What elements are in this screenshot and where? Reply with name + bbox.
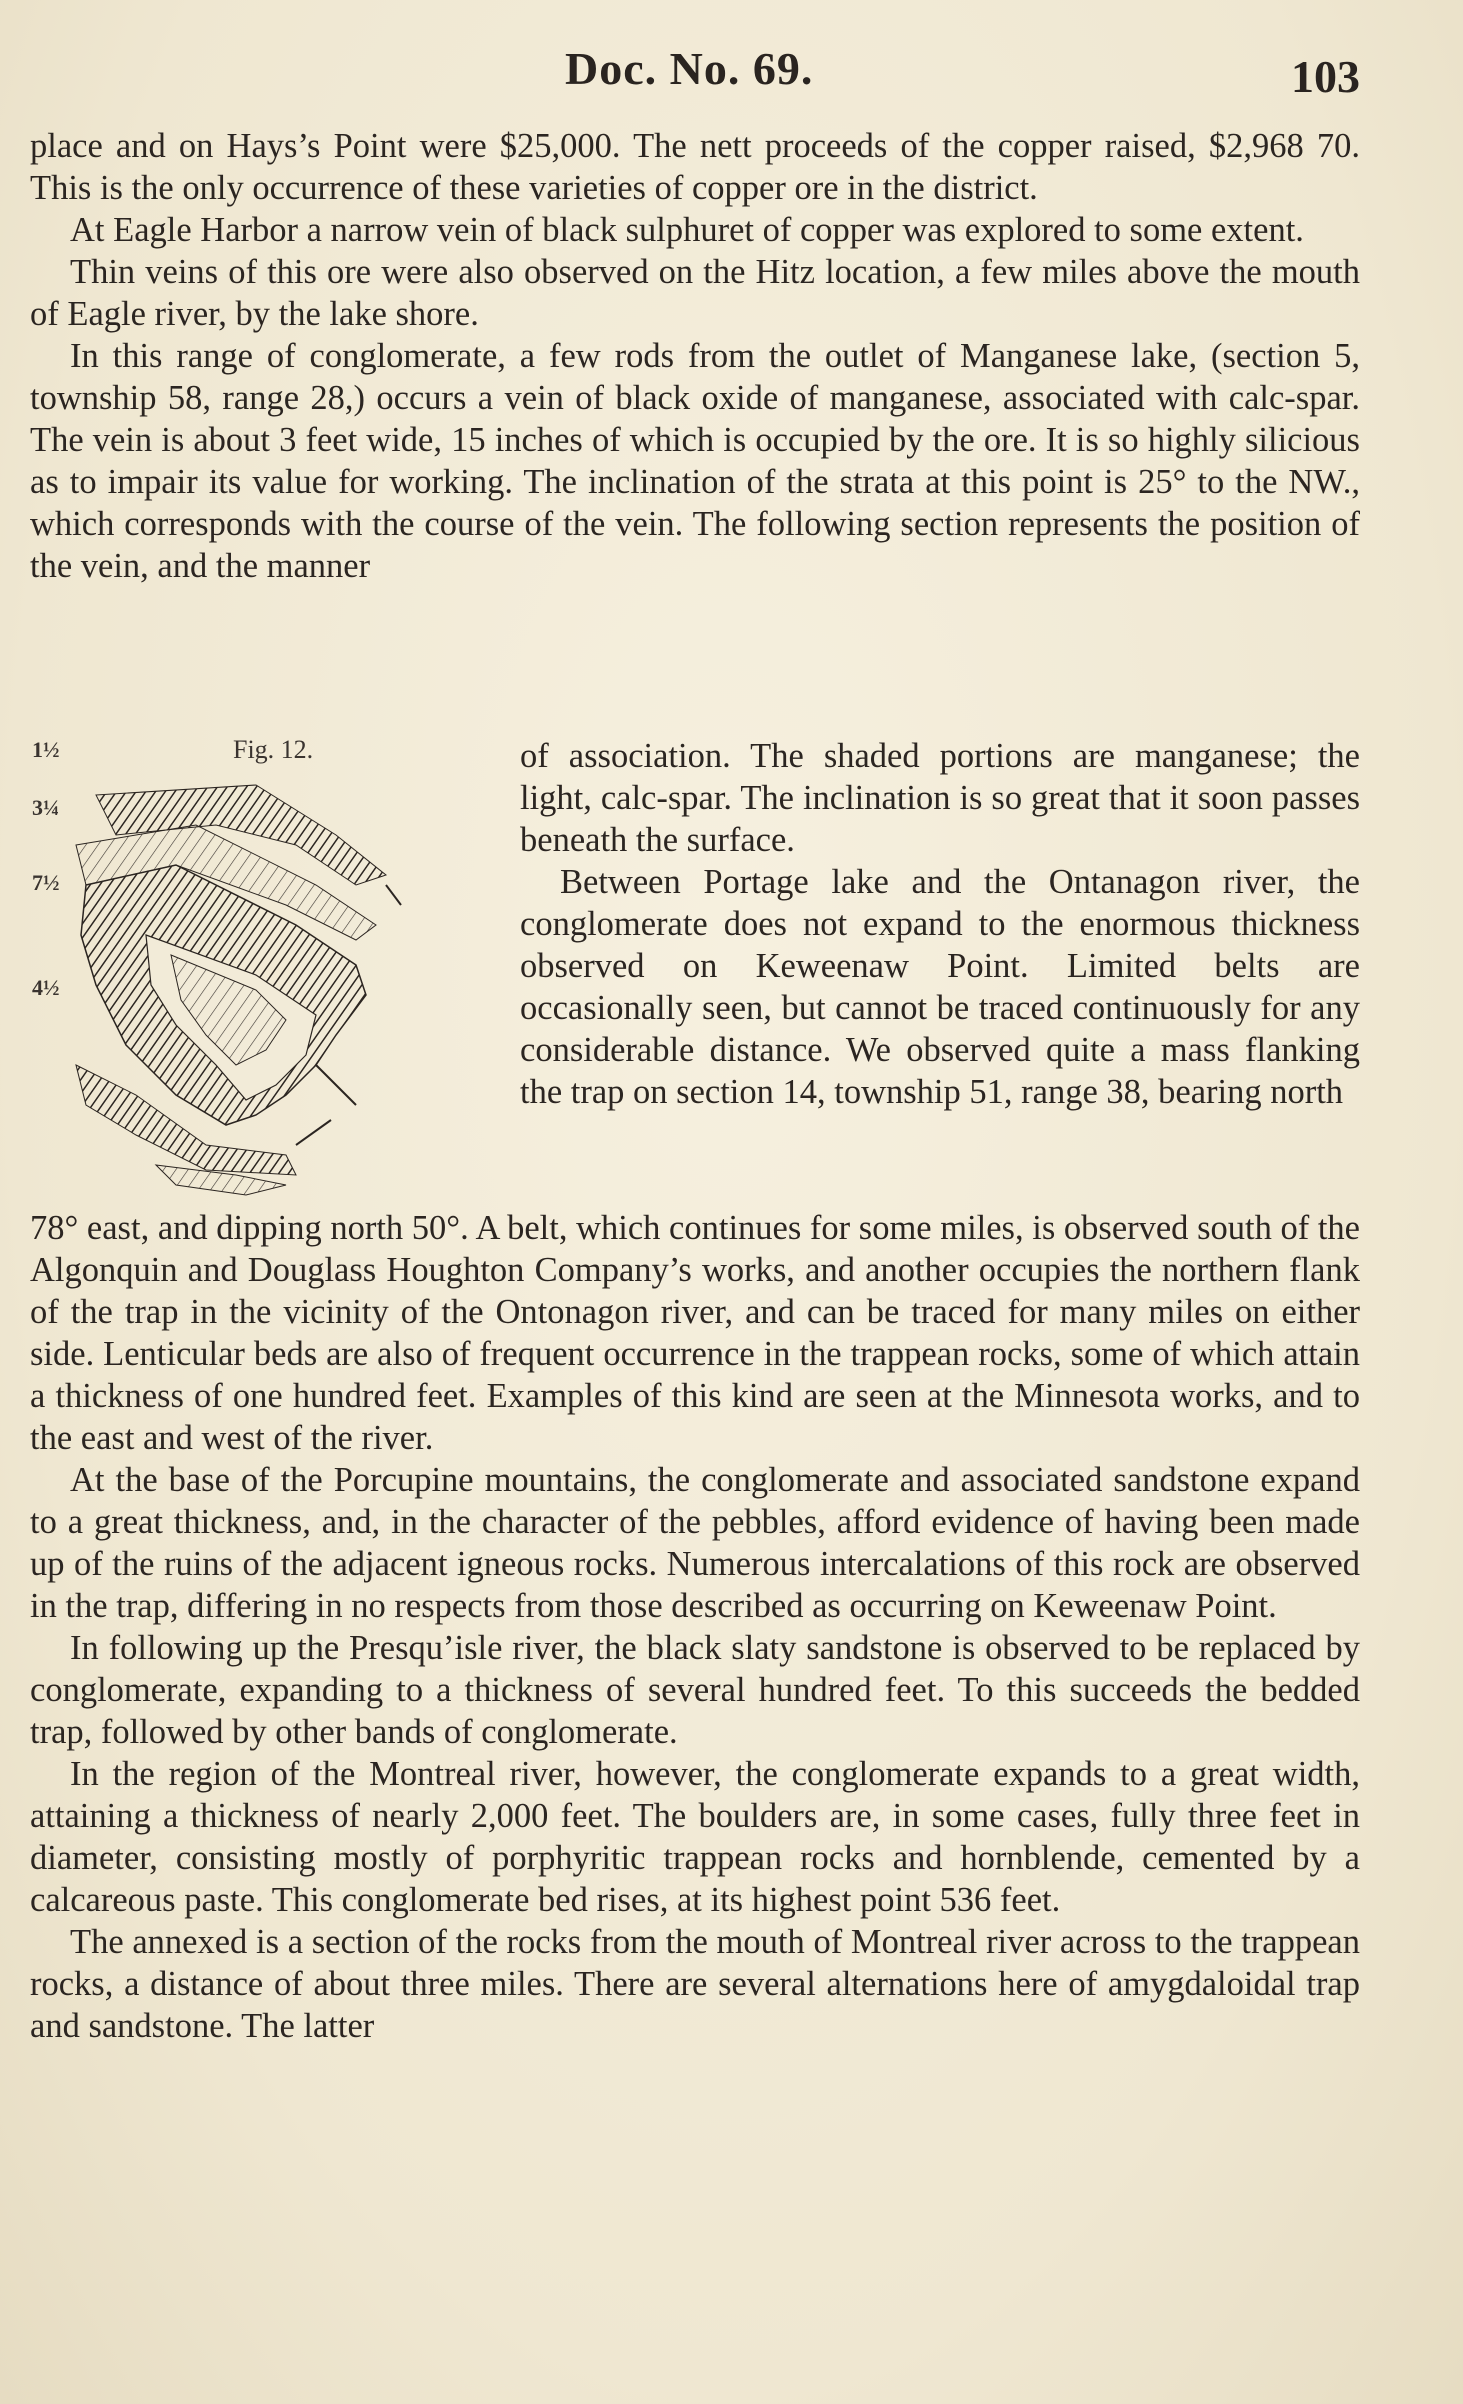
page-number: 103 (1291, 51, 1360, 102)
figure-scale-label: 3¼ (32, 795, 60, 820)
figure-scale-label: 4½ (32, 975, 60, 1000)
paragraph: In following up the Presqu’isle river, the black slaty sandstone is observed to be replaced by conglomerate, expanding to a thickness of several hundred feet. To this succeeds the bedded trap, followed by other bands of conglomerate. (30, 1629, 1360, 1751)
body-text-wrapped (520, 735, 1360, 1113)
paragraph: In the region of the Montreal river, however, the conglomerate expands to a great width, attaining a thickness of nearly 2,000 feet. The boulders are, in some cases, fully three feet in diameter, consisting mostly of porphyritic trappean rocks and hornblende, cemented by a calcareous paste. This conglomerate bed rises, at its highest point 536 feet. (30, 1755, 1360, 1919)
page-header (30, 42, 1360, 112)
paragraph: The annexed is a section of the rocks from the mouth of Montreal river across to the trappean rocks, a distance of about three miles. There are several alternations here of amygdaloidal trap and sandstone. The latter (30, 1923, 1360, 2045)
vein-section-diagram (56, 765, 496, 1205)
body-text-bottom (30, 1207, 1360, 2047)
paragraph: of association. The shaded portions are manganese; the light, calc-spar. The inclination is so great that it soon passes beneath the surface. (520, 737, 1360, 859)
figure-scale-label: 7½ (32, 870, 60, 895)
paragraph: Between Portage lake and the Ontanagon river, the conglomerate does not expand to the enormous thickness observed on Keweenaw Point. Limited belts are occasionally seen, but cannot be traced continuously for any considerable distance. We observed quite a mass flanking the trap on section 14, township 51, range 38, bearing north (520, 863, 1360, 1111)
figure-caption: Fig. 12. (233, 735, 314, 764)
paragraph: At the base of the Porcupine mountains, the conglomerate and associated sandstone expand to a great thickness, and, in the character of the pebbles, afford evidence of having been made up of the ruins of the adjacent igneous rocks. Numerous intercalations of this rock are observed in the trap, differing in no respects from those described as occurring on Keweenaw Point. (30, 1461, 1360, 1625)
body-text-top (30, 125, 1360, 587)
paragraph: 78° east, and dipping north 50°. A belt, which continues for some miles, is observed south of the Algonquin and Douglass Houghton Company’s works, and another occupies the northern flank of the trap in the vicinity of the Ontonagon river, and can be traced for many miles on either side. Lenticular beds are also of frequent occurrence in the trappean rocks, some of which attain a thickness of one hundred feet. Examples of this kind are seen at the Minnesota works, and to the east and west of the river. (30, 1209, 1360, 1457)
running-head: Doc. No. 69. (565, 43, 814, 94)
figure-12 (28, 735, 503, 1210)
paragraph: place and on Hays’s Point were $25,000. The nett proceeds of the copper raised, $2,968 70. This is the only occurrence of these varieties of copper ore in the district. (30, 127, 1360, 207)
paragraph: In this range of conglomerate, a few rods from the outlet of Manganese lake, (section 5, township 58, range 28,) occurs a vein of black oxide of manganese, associated with calc-spar. The vein is about 3 feet wide, 15 inches of which is occupied by the ore. It is so highly silicious as to impair its value for working. The inclination of the strata at this point is 25° to the NW., which corresponds with the course of the vein. The following section represents the position of the vein, and the manner (30, 337, 1360, 585)
figure-scale-label: 1½ (32, 737, 60, 762)
paragraph: At Eagle Harbor a narrow vein of black sulphuret of copper was explored to some extent. (70, 211, 1304, 249)
paragraph: Thin veins of this ore were also observed on the Hitz location, a few miles above the mouth of Eagle river, by the lake shore. (30, 253, 1360, 333)
